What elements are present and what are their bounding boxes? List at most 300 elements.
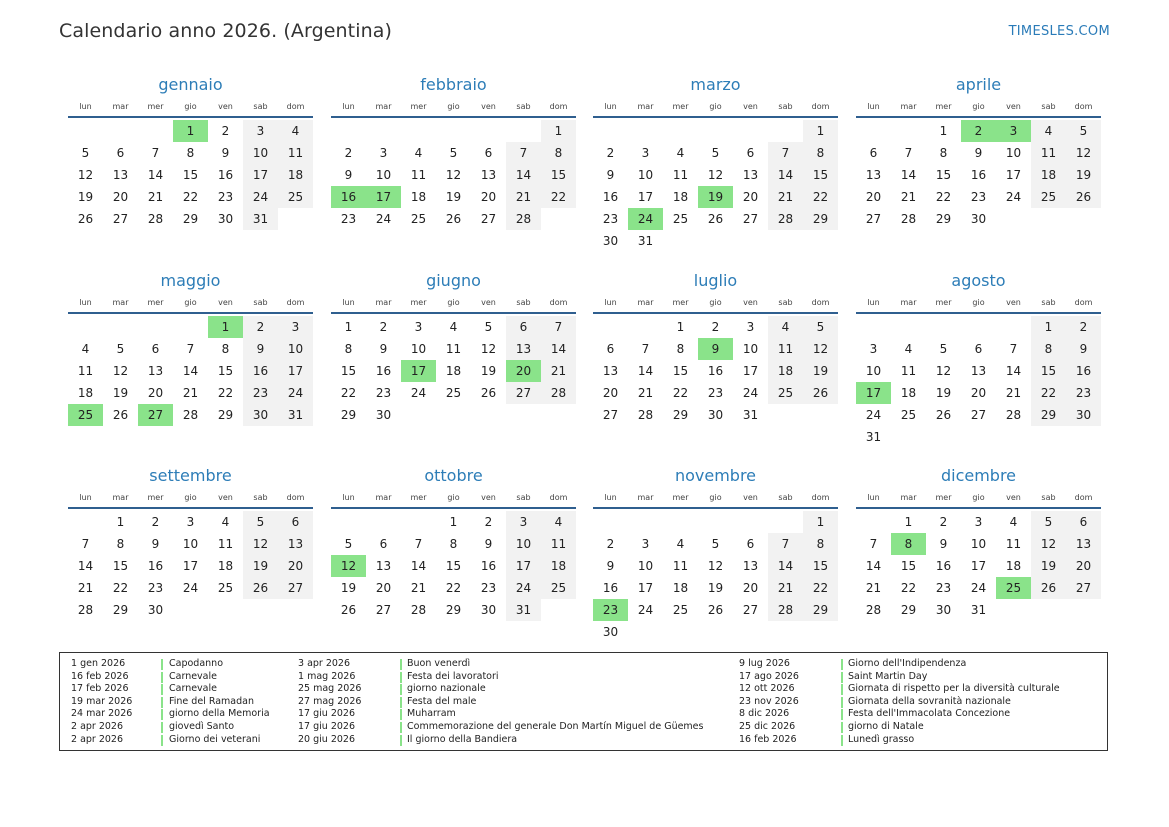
- day-grid: [68, 511, 313, 621]
- day-cell: 11: [1031, 142, 1066, 164]
- day-cell: 26: [935, 408, 952, 422]
- day-cell: 1: [449, 515, 458, 529]
- holiday-marker: [161, 659, 163, 670]
- weekday-label: gio: [184, 298, 197, 307]
- weekday-label: dom: [811, 102, 830, 111]
- day-cell: 26: [1031, 577, 1066, 599]
- month-divider: [856, 507, 1101, 509]
- day-cell: 19: [340, 581, 357, 595]
- day-cell: 24: [865, 408, 882, 422]
- day-cell: 10: [637, 168, 654, 182]
- day-cell: 11: [217, 537, 234, 551]
- day-cell: 7: [768, 142, 803, 164]
- day-cell: 15: [541, 164, 576, 186]
- day-cell: 15: [182, 168, 199, 182]
- weekday-label: ven: [743, 298, 758, 307]
- empty-cell: [733, 511, 768, 533]
- empty-cell: [366, 511, 401, 533]
- empty-cell: [138, 316, 173, 338]
- legend-date: 1 mag 2026: [298, 670, 356, 682]
- empty-cell: [628, 316, 663, 338]
- holiday-day-cell: 17: [401, 360, 436, 382]
- day-cell: 27: [480, 212, 497, 226]
- day-cell: 31: [278, 404, 313, 426]
- day-cell: 21: [768, 577, 803, 599]
- weekday-label: sab: [1041, 298, 1056, 307]
- empty-cell: [506, 120, 541, 142]
- day-cell: 9: [379, 342, 388, 356]
- day-cell: 28: [865, 603, 882, 617]
- weekday-label: ven: [481, 493, 496, 502]
- day-cell: 18: [1031, 164, 1066, 186]
- day-cell: 27: [602, 408, 619, 422]
- day-cell: 24: [375, 212, 392, 226]
- day-cell: 11: [541, 533, 576, 555]
- weekday-label: dom: [811, 298, 830, 307]
- day-cell: 25: [278, 186, 313, 208]
- day-cell: 16: [1066, 360, 1101, 382]
- holiday-day-cell: 23: [593, 599, 628, 621]
- holiday-marker: [841, 684, 843, 695]
- day-cell: 21: [147, 190, 164, 204]
- weekday-label: lun: [867, 102, 880, 111]
- weekday-label: gio: [709, 102, 722, 111]
- month-divider: [68, 507, 313, 509]
- legend-holiday-name: Festa dell'Immacolata Concezione: [848, 708, 1011, 720]
- weekday-label: dom: [1074, 493, 1093, 502]
- day-cell: 30: [602, 234, 619, 248]
- weekday-label: mar: [375, 298, 392, 307]
- month-divider: [856, 312, 1101, 314]
- day-cell: 24: [637, 603, 654, 617]
- legend-holiday-name: Lunedì grasso: [848, 733, 915, 745]
- day-cell: 5: [484, 320, 493, 334]
- day-cell: 30: [243, 404, 278, 426]
- day-cell: 2: [1066, 316, 1101, 338]
- weekday-label: mer: [147, 102, 164, 111]
- weekday-label: sab: [778, 102, 793, 111]
- day-cell: 27: [375, 603, 392, 617]
- day-cell: 15: [1031, 360, 1066, 382]
- day-cell: 17: [742, 364, 759, 378]
- day-cell: 21: [768, 186, 803, 208]
- day-cell: 22: [112, 581, 129, 595]
- day-cell: 16: [935, 559, 952, 573]
- weekday-label: mar: [375, 102, 392, 111]
- holiday-day-cell: 27: [138, 404, 173, 426]
- day-cell: 15: [900, 559, 917, 573]
- empty-cell: [663, 511, 698, 533]
- day-grid: [331, 511, 576, 621]
- empty-cell: [593, 511, 628, 533]
- weekday-label: lun: [79, 493, 92, 502]
- day-cell: 30: [970, 212, 987, 226]
- month-divider: [68, 116, 313, 118]
- day-cell: 23: [375, 386, 392, 400]
- day-cell: 25: [445, 386, 462, 400]
- day-cell: 18: [445, 364, 462, 378]
- weekday-label: sab: [516, 298, 531, 307]
- day-cell: 9: [484, 537, 493, 551]
- day-cell: 29: [935, 212, 952, 226]
- legend-date: 1 gen 2026: [71, 658, 126, 669]
- day-cell: 26: [340, 603, 357, 617]
- holiday-marker: [841, 722, 843, 733]
- day-cell: 29: [672, 408, 689, 422]
- day-cell: 14: [147, 168, 164, 182]
- weekday-label: mer: [935, 102, 952, 111]
- weekday-label: mar: [637, 102, 654, 111]
- weekday-label: mar: [637, 493, 654, 502]
- day-cell: 19: [112, 386, 129, 400]
- weekday-label: mer: [147, 298, 164, 307]
- legend-date: 8 dic 2026: [739, 708, 790, 720]
- day-cell: 21: [900, 190, 917, 204]
- day-cell: 10: [970, 537, 987, 551]
- day-cell: 18: [77, 386, 94, 400]
- weekday-label: lun: [604, 102, 617, 111]
- day-cell: 10: [182, 537, 199, 551]
- day-cell: 25: [217, 581, 234, 595]
- day-cell: 3: [974, 515, 983, 529]
- day-cell: 17: [637, 190, 654, 204]
- day-cell: 26: [480, 386, 497, 400]
- holiday-marker: [400, 672, 402, 683]
- holiday-day-cell: 8: [891, 533, 926, 555]
- day-cell: 8: [803, 533, 838, 555]
- day-cell: 24: [742, 386, 759, 400]
- day-cell: 29: [803, 599, 838, 621]
- empty-cell: [138, 120, 173, 142]
- day-cell: 6: [116, 146, 125, 160]
- weekday-label: gio: [447, 298, 460, 307]
- month-ottobre: [331, 466, 576, 621]
- weekday-label: ven: [481, 102, 496, 111]
- day-cell: 11: [900, 364, 917, 378]
- day-cell: 13: [742, 559, 759, 573]
- month-febbraio: [331, 75, 576, 230]
- day-grid: [856, 120, 1101, 230]
- day-cell: 15: [217, 364, 234, 378]
- day-cell: 26: [1066, 186, 1101, 208]
- weekday-label: dom: [811, 493, 830, 502]
- legend-date: 9 lug 2026: [739, 658, 790, 669]
- day-cell: 13: [602, 364, 619, 378]
- weekday-header: [331, 100, 576, 114]
- empty-cell: [891, 120, 926, 142]
- day-cell: 4: [676, 537, 685, 551]
- empty-cell: [628, 120, 663, 142]
- day-cell: 4: [414, 146, 423, 160]
- day-cell: 22: [935, 190, 952, 204]
- day-cell: 19: [243, 555, 278, 577]
- day-cell: 22: [803, 577, 838, 599]
- weekday-header: [593, 100, 838, 114]
- day-cell: 21: [410, 581, 427, 595]
- day-cell: 19: [480, 364, 497, 378]
- day-cell: 29: [340, 408, 357, 422]
- day-cell: 1: [803, 120, 838, 142]
- day-cell: 18: [541, 555, 576, 577]
- weekday-header: [856, 100, 1101, 114]
- empty-cell: [856, 120, 891, 142]
- weekday-label: gio: [972, 102, 985, 111]
- day-cell: 5: [711, 537, 720, 551]
- month-maggio: [68, 271, 313, 426]
- month-title: novembre: [674, 466, 757, 485]
- day-cell: 9: [243, 338, 278, 360]
- day-cell: 22: [541, 186, 576, 208]
- day-cell: 6: [869, 146, 878, 160]
- day-cell: 3: [746, 320, 755, 334]
- day-cell: 14: [410, 559, 427, 573]
- weekday-label: sab: [778, 493, 793, 502]
- month-divider: [593, 312, 838, 314]
- day-cell: 12: [445, 168, 462, 182]
- day-cell: 8: [541, 142, 576, 164]
- month-title: ottobre: [424, 466, 483, 485]
- day-cell: 1: [904, 515, 913, 529]
- day-cell: 28: [77, 603, 94, 617]
- holiday-marker: [161, 684, 163, 695]
- day-cell: 26: [445, 212, 462, 226]
- legend-holiday-name: Giornata della sovranità nazionale: [848, 695, 1011, 707]
- day-cell: 2: [939, 515, 948, 529]
- day-cell: 31: [637, 234, 654, 248]
- holiday-marker: [400, 697, 402, 708]
- day-cell: 18: [672, 581, 689, 595]
- month-title: marzo: [690, 75, 741, 94]
- day-cell: 15: [672, 364, 689, 378]
- day-cell: 13: [278, 533, 313, 555]
- day-cell: 12: [480, 342, 497, 356]
- empty-cell: [733, 120, 768, 142]
- day-cell: 27: [278, 577, 313, 599]
- day-cell: 26: [243, 577, 278, 599]
- empty-cell: [926, 316, 961, 338]
- holiday-marker: [841, 697, 843, 708]
- weekday-label: mar: [112, 493, 129, 502]
- empty-cell: [996, 316, 1031, 338]
- day-cell: 4: [221, 515, 230, 529]
- empty-cell: [331, 511, 366, 533]
- holiday-day-cell: 25: [68, 404, 103, 426]
- weekday-label: gio: [184, 493, 197, 502]
- weekday-label: gio: [447, 102, 460, 111]
- day-cell: 5: [939, 342, 948, 356]
- day-cell: 3: [278, 316, 313, 338]
- legend-date: 17 giu 2026: [298, 708, 355, 720]
- month-title: maggio: [160, 271, 221, 290]
- day-cell: 8: [1031, 338, 1066, 360]
- day-cell: 18: [217, 559, 234, 573]
- day-cell: 8: [116, 537, 125, 551]
- day-cell: 28: [541, 382, 576, 404]
- weekday-label: mer: [410, 493, 427, 502]
- day-cell: 23: [340, 212, 357, 226]
- day-cell: 3: [186, 515, 195, 529]
- day-cell: 31: [243, 208, 278, 230]
- day-cell: 7: [186, 342, 195, 356]
- day-cell: 2: [606, 537, 615, 551]
- weekday-header: [856, 296, 1101, 310]
- day-cell: 24: [182, 581, 199, 595]
- weekday-label: lun: [342, 493, 355, 502]
- holiday-marker: [400, 709, 402, 720]
- day-cell: 13: [112, 168, 129, 182]
- day-cell: 29: [900, 603, 917, 617]
- legend-holiday-name: Festa del male: [407, 695, 477, 707]
- day-cell: 13: [375, 559, 392, 573]
- weekday-header: [593, 491, 838, 505]
- legend-date: 17 ago 2026: [739, 670, 799, 682]
- day-cell: 21: [637, 386, 654, 400]
- empty-cell: [366, 120, 401, 142]
- day-cell: 8: [186, 146, 195, 160]
- weekday-label: mar: [112, 102, 129, 111]
- legend-date: 23 nov 2026: [739, 695, 799, 707]
- day-cell: 7: [541, 316, 576, 338]
- day-cell: 17: [278, 360, 313, 382]
- holiday-day-cell: 2: [961, 120, 996, 142]
- day-grid: [856, 511, 1101, 621]
- day-cell: 14: [865, 559, 882, 573]
- day-cell: 20: [147, 386, 164, 400]
- day-cell: 8: [939, 146, 948, 160]
- day-cell: 15: [803, 555, 838, 577]
- day-cell: 1: [803, 511, 838, 533]
- day-cell: 12: [1031, 533, 1066, 555]
- day-cell: 9: [221, 146, 230, 160]
- weekday-label: ven: [743, 102, 758, 111]
- weekday-label: gio: [709, 493, 722, 502]
- weekday-label: sab: [516, 102, 531, 111]
- day-grid: [68, 120, 313, 230]
- day-cell: 23: [935, 581, 952, 595]
- day-cell: 1: [344, 320, 353, 334]
- weekday-label: mar: [900, 102, 917, 111]
- day-cell: 12: [935, 364, 952, 378]
- month-divider: [593, 116, 838, 118]
- day-cell: 2: [151, 515, 160, 529]
- weekday-label: sab: [1041, 102, 1056, 111]
- day-cell: 31: [506, 599, 541, 621]
- month-divider: [593, 507, 838, 509]
- day-cell: 22: [217, 386, 234, 400]
- day-cell: 23: [602, 212, 619, 226]
- weekday-label: lun: [867, 493, 880, 502]
- month-dicembre: [856, 466, 1101, 621]
- weekday-label: mer: [935, 493, 952, 502]
- weekday-label: mar: [112, 298, 129, 307]
- weekday-label: mer: [410, 298, 427, 307]
- day-cell: 31: [970, 603, 987, 617]
- day-cell: 28: [182, 408, 199, 422]
- weekday-label: mer: [410, 102, 427, 111]
- day-cell: 18: [1005, 559, 1022, 573]
- weekday-label: ven: [1006, 102, 1021, 111]
- legend-date: 25 mag 2026: [298, 683, 362, 695]
- legend-date: 16 feb 2026: [71, 670, 129, 682]
- holiday-day-cell: 25: [996, 577, 1031, 599]
- brand-link[interactable]: TIMESLES.COM: [1008, 24, 1110, 39]
- weekday-label: sab: [778, 298, 793, 307]
- weekday-label: dom: [549, 102, 568, 111]
- day-cell: 22: [340, 386, 357, 400]
- day-cell: 11: [77, 364, 94, 378]
- day-cell: 2: [243, 316, 278, 338]
- day-cell: 16: [147, 559, 164, 573]
- weekday-label: dom: [286, 493, 305, 502]
- holiday-marker: [400, 684, 402, 695]
- empty-cell: [436, 120, 471, 142]
- day-cell: 14: [1005, 364, 1022, 378]
- weekday-label: gio: [972, 493, 985, 502]
- day-cell: 23: [707, 386, 724, 400]
- day-cell: 20: [865, 190, 882, 204]
- day-cell: 14: [506, 164, 541, 186]
- day-cell: 8: [803, 142, 838, 164]
- month-title: agosto: [951, 271, 1006, 290]
- weekday-label: dom: [286, 298, 305, 307]
- legend-holiday-name: giovedì Santo: [169, 721, 235, 732]
- day-cell: 4: [1009, 515, 1018, 529]
- day-cell: 11: [672, 559, 689, 573]
- weekday-label: mar: [900, 493, 917, 502]
- empty-cell: [698, 120, 733, 142]
- day-cell: 14: [900, 168, 917, 182]
- day-cell: 11: [768, 338, 803, 360]
- day-cell: 5: [81, 146, 90, 160]
- day-cell: 20: [375, 581, 392, 595]
- day-cell: 23: [970, 190, 987, 204]
- day-cell: 9: [344, 168, 353, 182]
- day-cell: 21: [1005, 386, 1022, 400]
- holiday-marker: [161, 709, 163, 720]
- day-grid: [331, 316, 576, 426]
- day-cell: 15: [935, 168, 952, 182]
- weekday-label: sab: [253, 298, 268, 307]
- day-cell: 12: [112, 364, 129, 378]
- empty-cell: [663, 120, 698, 142]
- empty-cell: [103, 316, 138, 338]
- weekday-label: sab: [1041, 493, 1056, 502]
- empty-cell: [471, 120, 506, 142]
- day-cell: 26: [707, 212, 724, 226]
- day-cell: 4: [768, 316, 803, 338]
- weekday-label: lun: [604, 493, 617, 502]
- day-cell: 10: [375, 168, 392, 182]
- empty-cell: [173, 316, 208, 338]
- day-cell: 3: [869, 342, 878, 356]
- day-cell: 10: [278, 338, 313, 360]
- day-cell: 2: [711, 320, 720, 334]
- day-cell: 15: [445, 559, 462, 573]
- day-cell: 21: [182, 386, 199, 400]
- day-cell: 10: [637, 559, 654, 573]
- page-title: Calendario anno 2026. (Argentina): [59, 20, 393, 42]
- day-cell: 14: [541, 338, 576, 360]
- day-cell: 11: [445, 342, 462, 356]
- day-cell: 1: [116, 515, 125, 529]
- holiday-day-cell: 17: [856, 382, 891, 404]
- day-cell: 20: [970, 386, 987, 400]
- day-cell: 20: [602, 386, 619, 400]
- month-novembre: [593, 466, 838, 643]
- empty-cell: [331, 120, 366, 142]
- day-cell: 5: [711, 146, 720, 160]
- day-cell: 11: [1005, 537, 1022, 551]
